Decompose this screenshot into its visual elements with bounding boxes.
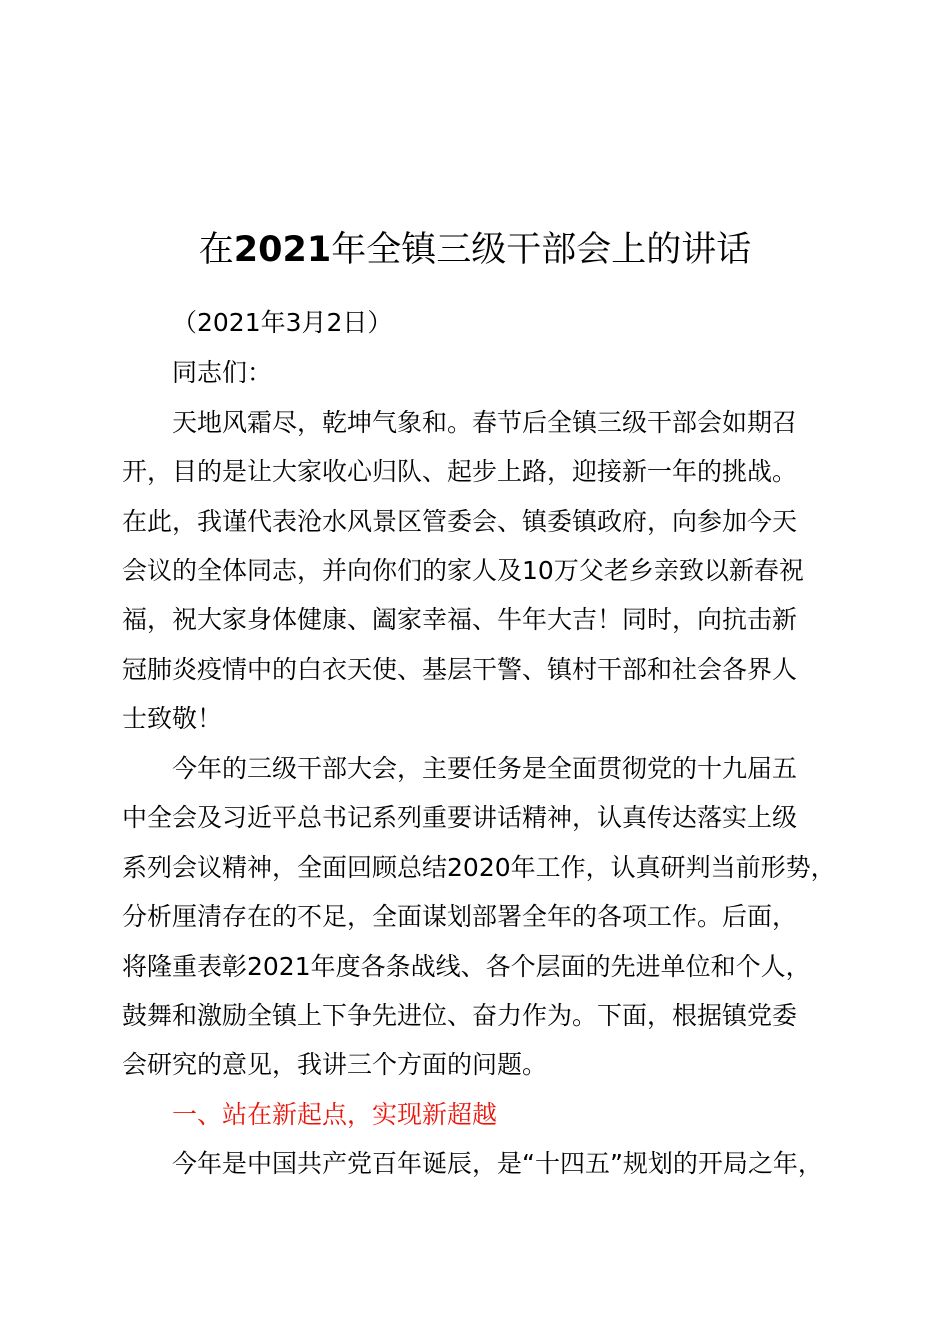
paragraph-line: 鼓舞和激励全镇上下争先进位、奋力作为。下面，根据镇党委 bbox=[122, 1001, 798, 1030]
salutation: 同志们： bbox=[172, 358, 273, 387]
title-suffix: 年全镇三级干部会上的讲话 bbox=[331, 230, 752, 270]
title-year: 2021 bbox=[233, 230, 332, 270]
paragraph-line: 在此，我谨代表沧水风景区管委会、镇委镇政府，向参加今天 bbox=[122, 507, 798, 536]
paragraph-line: 士致敬！ bbox=[122, 704, 223, 733]
paragraph-line: 中全会及习近平总书记系列重要讲话精神，认真传达落实上级 bbox=[122, 803, 798, 832]
paragraph-line: 开，目的是让大家收心归队、起步上路，迎接新一年的挑战。 bbox=[122, 457, 798, 486]
paragraph-line: 冠肺炎疫情中的白衣天使、基层干警、镇村干部和社会各界人 bbox=[122, 655, 798, 684]
paragraph-line: 天地风霜尽，乾坤气象和。春节后全镇三级干部会如期召 bbox=[172, 408, 798, 437]
title-prefix: 在 bbox=[198, 230, 234, 270]
paragraph-line: 今年的三级干部大会，主要任务是全面贯彻党的十九届五 bbox=[172, 754, 798, 783]
paragraph-line: 会研究的意见，我讲三个方面的问题。 bbox=[122, 1050, 548, 1079]
paragraph-line: 福，祝大家身体健康、阖家幸福、牛年大吉！同时，向抗击新 bbox=[122, 605, 798, 634]
paragraph-line: 系列会议精神，全面回顾总结2020年工作，认真研判当前形势， bbox=[122, 853, 836, 882]
paragraph-line: 分析厘清存在的不足，全面谋划部署全年的各项工作。后面， bbox=[122, 902, 798, 931]
paragraph-line: 今年是中国共产党百年诞辰，是“十四五”规划的开局之年， bbox=[172, 1149, 823, 1178]
document-title bbox=[0, 222, 950, 278]
section-heading: 一、站在新起点，实现新超越 bbox=[172, 1100, 498, 1129]
paragraph-line: 将隆重表彰2021年度各条战线、各个层面的先进单位和个人， bbox=[122, 952, 811, 981]
speech-date: （2021年3月2日） bbox=[172, 308, 393, 337]
paragraph-line: 会议的全体同志，并向你们的家人及10万父老乡亲致以新春祝 bbox=[122, 556, 804, 585]
